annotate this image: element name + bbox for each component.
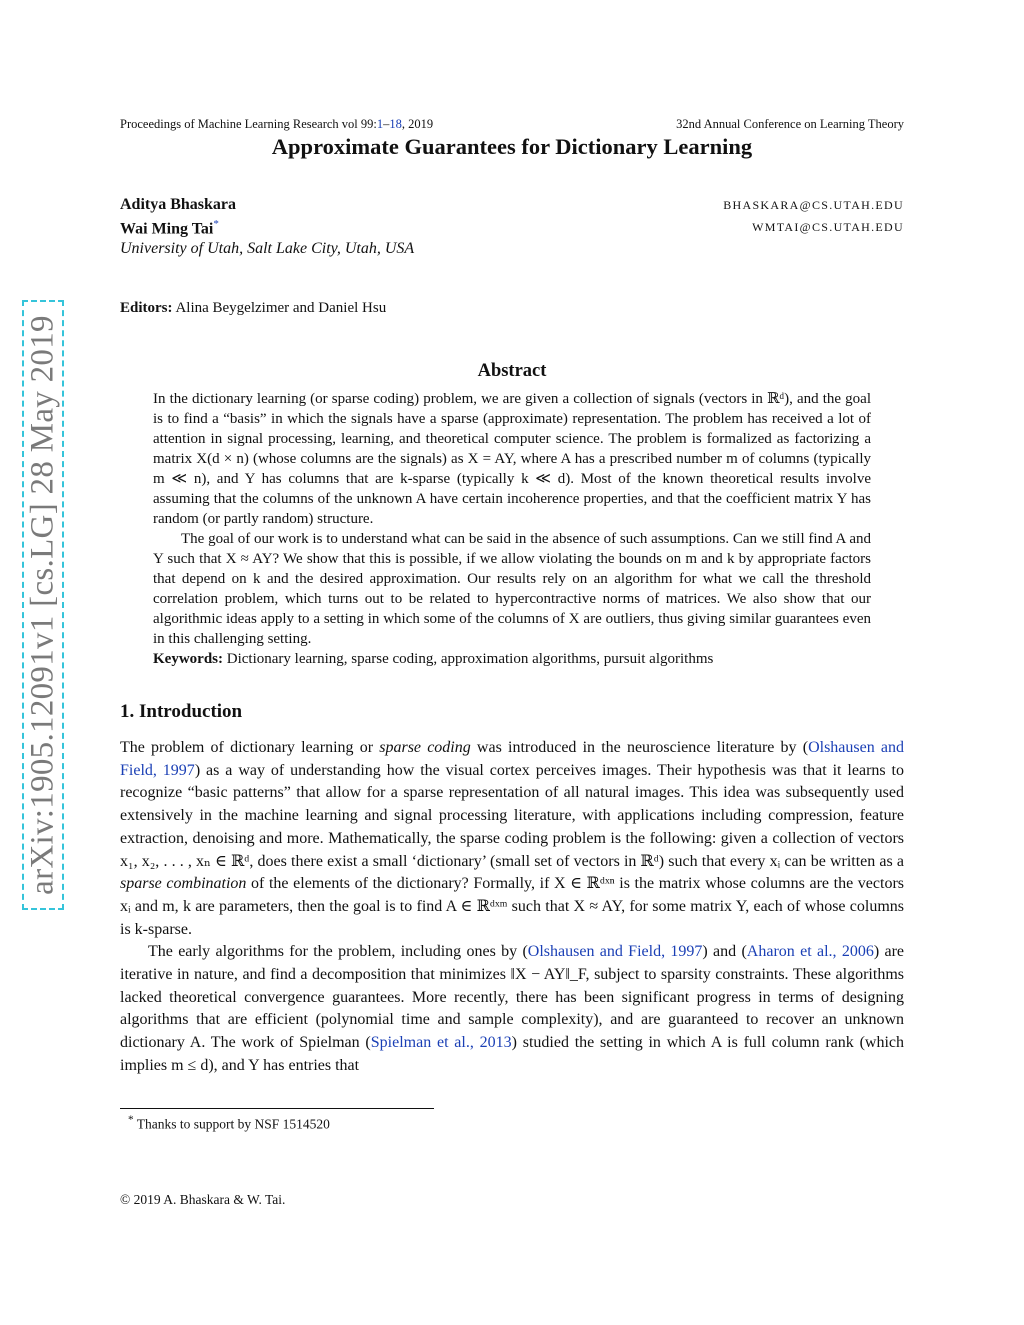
paper-title: Approximate Guarantees for Dictionary Learning (271, 134, 753, 159)
affiliation: University of Utah, Salt Lake City, Utah, USA (120, 240, 415, 257)
footnote-marker-link[interactable]: * (213, 218, 219, 230)
editors-names: Alina Beygelzimer and Daniel Hsu (175, 300, 387, 316)
keywords-label: Keywords: (153, 651, 223, 667)
abstract-paragraph: The goal of our work is to understand what can be said in the absence of such assumptions. Can we still find A and Y such that X ≈ AY? We show that this is possible, if we allow violating the bounds on m and k by appropriate factors that depend on k and the desired approximation. Our results rely on an algorithm for what we call the threshold correlation problem, which turns out to be related to hypercontractive norms of matrices. We also show that our algorithmic ideas apply to a setting in which some of the columns of X are outliers, thus giving similar guarantees even in this challenging setting. (153, 531, 871, 647)
footnote-mark: * (128, 1114, 134, 1126)
keywords-text: Dictionary learning, sparse coding, approximation algorithms, pursuit algorithms (226, 651, 714, 667)
page-link-start[interactable]: 1 (376, 117, 384, 131)
citation-link[interactable]: Olshausen and Field, 1997 (527, 943, 703, 961)
keywords-line (153, 649, 871, 669)
conference-name: 32nd Annual Conference on Learning Theory (676, 117, 904, 131)
section-heading: 1. Introduction (120, 701, 243, 722)
author-block (120, 196, 904, 258)
body-paragraph: The early algorithms for the problem, including ones by (Olshausen and Field, 1997) and (Aharon et al., 2006) are iterative in nature, and find a decomposition that minimizes ‖X − AY‖_F, subject to sparsity constraints. These algorithms lacked theoretical convergence guarantees. More recently, there has been significant progress in terms of designing algorithms that are efficient (polynomial time and sample complexity), and are guaranteed to recover an unknown dictionary A. The work of Spielman (Spielman et al., 2013) studied the setting in which A is full column rank (which implies m ≤ d), and Y has entries that (120, 943, 905, 1074)
arxiv-stamp[interactable] (22, 300, 64, 910)
footnote-rule (120, 1108, 434, 1109)
abstract-heading: Abstract (477, 361, 547, 381)
author-row (120, 218, 904, 240)
citation-link[interactable]: Aharon et al., 2006 (746, 943, 874, 961)
editors-line (120, 300, 386, 317)
author-name: Wai Ming Tai (120, 220, 214, 238)
author-row (120, 196, 904, 218)
editors-label: Editors: (120, 300, 173, 316)
citation-link[interactable]: Olshausen and Field, 1997 (120, 739, 905, 779)
body-paragraph: The problem of dictionary learning or sparse coding was introduced in the neuroscience literature by (Olshausen and Field, 1997) as a way of understanding how the visual cortex perceives images. Their hypothesis was that it learns to recognize “basic patterns” that allow for a sparse representation of all natural images. This idea was subsequently used extensively in the machine learning and signal processing literature, with applications including compression, feature extraction, denoising and more. Mathematically, the sparse coding problem is the following: given a collection of vectors x₁, x₂, . . . , xₙ ∈ ℝᵈ, does there exist a small ‘dictionary’ (small set of vectors in ℝᵈ) such that every xᵢ can be written as a sparse combination of the elements of the dictionary? Formally, if X ∈ ℝᵈˣⁿ is the matrix whose columns are the vectors xᵢ and m, k are parameters, then the goal is to find A ∈ ℝᵈˣᵐ such that X ≈ AY, for some matrix Y, each of whose columns is k-sparse. (120, 739, 905, 938)
citation-link[interactable]: Spielman et al., 2013 (370, 1034, 512, 1052)
author-email: BHASKARA@CS.UTAH.EDU (723, 198, 904, 212)
author-name: Aditya Bhaskara (120, 196, 237, 213)
arxiv-stamp-text: arXiv:1905.12091v1 [cs.LG] 28 May 2019 (24, 315, 61, 895)
introduction-body (120, 737, 904, 1078)
footnote-text: Thanks to support by NSF 1514520 (136, 1116, 330, 1132)
abstract-body (153, 389, 871, 669)
footnote (128, 1114, 330, 1133)
page-link-end[interactable]: 18 (389, 117, 402, 131)
proceedings-line: Proceedings of Machine Learning Research vol 99:1–18, 2019 (120, 117, 434, 131)
copyright-line: © 2019 A. Bhaskara & W. Tai. (120, 1192, 286, 1207)
abstract-paragraph: In the dictionary learning (or sparse coding) problem, we are given a collection of signals (vectors in ℝᵈ), and the goal is to find a “basis” in which the signals have a sparse (approximate) representation. The problem has received a lot of attention in signal processing, learning, and theoretical computer science. The problem is formalized as factorizing a matrix X(d × n) (whose columns are the signals) as X = AY, where A has a prescribed number m of columns (typically m ≪ n), and Y has columns that are k-sparse (typically k ≪ d). Most of the known theoretical results involve assuming that the columns of the unknown A have certain incoherence properties, and that the coefficient matrix Y has random (or partly random) structure. (153, 391, 871, 527)
author-email: WMTAI@CS.UTAH.EDU (752, 220, 904, 234)
